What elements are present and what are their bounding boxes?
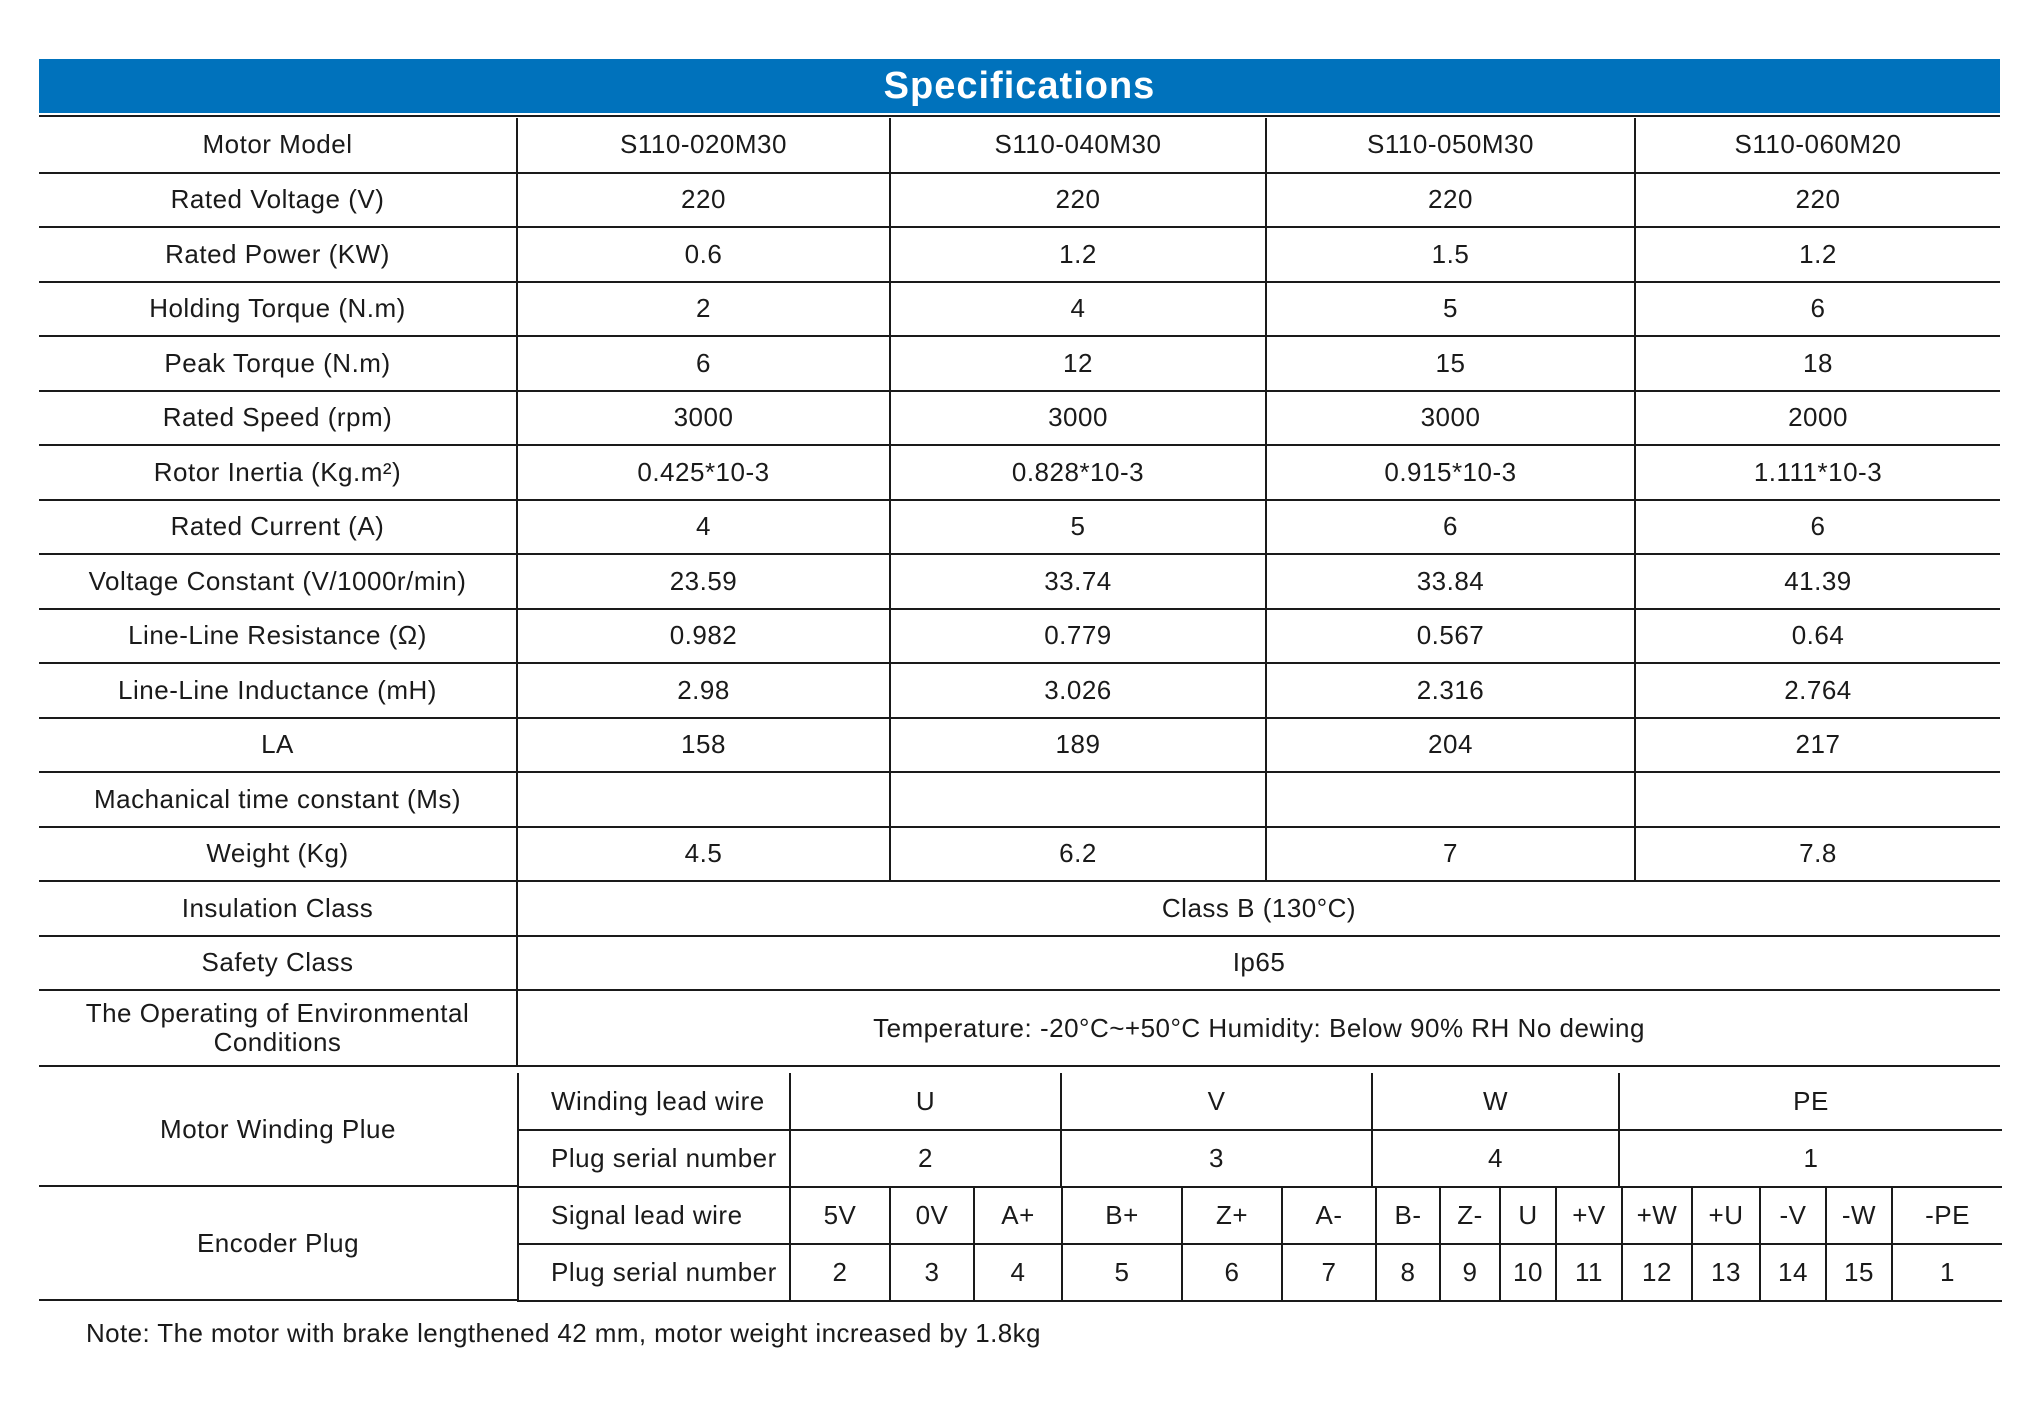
encoder-lead-cell: +V — [1556, 1187, 1622, 1244]
encoder-lead-cell: Z- — [1440, 1187, 1500, 1244]
spec-value-cell: S110-040M30 — [890, 118, 1266, 173]
spec-value-cell: 1.2 — [890, 227, 1266, 282]
spec-row — [39, 500, 2000, 555]
spec-row — [39, 718, 2000, 773]
encoder-serial-cell: 3 — [890, 1244, 974, 1301]
spec-row — [39, 827, 2000, 882]
spec-value-cell: 3000 — [517, 391, 890, 446]
encoder-lead-cell: Z+ — [1182, 1187, 1282, 1244]
spec-value-cell: 1.111*10-3 — [1635, 445, 2000, 500]
spec-row-label: The Operating of Environmental Conditions — [39, 990, 517, 1066]
spec-value-cell: S110-020M30 — [517, 118, 890, 173]
winding-lead-cell: U — [790, 1073, 1061, 1130]
encoder-lead-cell: -PE — [1892, 1187, 2002, 1244]
encoder-serial-cell: 5 — [1062, 1244, 1182, 1301]
spec-value-cell: 0.828*10-3 — [890, 445, 1266, 500]
encoder-serial-row — [519, 1244, 2002, 1301]
winding-serial-cell: 1 — [1619, 1130, 2002, 1187]
encoder-lead-header: Signal lead wire — [519, 1187, 790, 1244]
encoder-lead-cell: -V — [1760, 1187, 1826, 1244]
spec-value-cell — [1635, 772, 2000, 827]
encoder-serial-header: Plug serial number — [519, 1244, 790, 1301]
spec-value-cell: 3000 — [890, 391, 1266, 446]
spec-row-label: Safety Class — [39, 936, 517, 991]
spec-value-cell: 12 — [890, 336, 1266, 391]
spec-value-cell: 2.764 — [1635, 663, 2000, 718]
winding-lead-cell: V — [1061, 1073, 1372, 1130]
spec-value-cell: 4 — [517, 500, 890, 555]
page-title: Specifications — [883, 64, 1156, 107]
spec-row-label: Machanical time constant (Ms) — [39, 772, 517, 827]
encoder-serial-cell: 11 — [1556, 1244, 1622, 1301]
spec-merged-value: Ip65 — [517, 936, 2000, 991]
encoder-serial-cell: 10 — [1500, 1244, 1556, 1301]
spec-row-label: Peak Torque (N.m) — [39, 336, 517, 391]
spec-row — [39, 336, 2000, 391]
spec-value-cell — [890, 772, 1266, 827]
spec-value-cell: 6.2 — [890, 827, 1266, 882]
encoder-serial-cell: 8 — [1376, 1244, 1440, 1301]
spec-value-cell: 7 — [1266, 827, 1635, 882]
encoder-lead-cell: 0V — [890, 1187, 974, 1244]
spec-row — [39, 663, 2000, 718]
encoder-serial-cell: 6 — [1182, 1244, 1282, 1301]
spec-row-label: Rated Voltage (V) — [39, 173, 517, 228]
encoder-serial-cell: 13 — [1692, 1244, 1760, 1301]
spec-value-cell: S110-060M20 — [1635, 118, 2000, 173]
spec-value-cell: 3000 — [1266, 391, 1635, 446]
motor-winding-label: Motor Winding Plue — [39, 1073, 517, 1187]
spec-value-cell: 41.39 — [1635, 554, 2000, 609]
spec-value-cell: 0.425*10-3 — [517, 445, 890, 500]
spec-value-cell: 0.64 — [1635, 609, 2000, 664]
spec-row-label: Holding Torque (N.m) — [39, 282, 517, 337]
spec-value-cell: 7.8 — [1635, 827, 2000, 882]
title-divider — [39, 115, 2000, 117]
winding-lead-header: Winding lead wire — [519, 1073, 790, 1130]
spec-row-label: LA — [39, 718, 517, 773]
spec-value-cell — [1266, 772, 1635, 827]
spec-row-label: Weight (Kg) — [39, 827, 517, 882]
spec-value-cell: 33.84 — [1266, 554, 1635, 609]
encoder-plug-label: Encoder Plug — [39, 1187, 517, 1301]
winding-serial-cell: 3 — [1061, 1130, 1372, 1187]
spec-row-label: Voltage Constant (V/1000r/min) — [39, 554, 517, 609]
encoder-lead-cell: -W — [1826, 1187, 1892, 1244]
spec-value-cell — [517, 772, 890, 827]
connector-section — [39, 1073, 2000, 1301]
encoder-lead-cell: +U — [1692, 1187, 1760, 1244]
spec-row — [39, 173, 2000, 228]
spec-value-cell: 0.567 — [1266, 609, 1635, 664]
spec-value-cell: 18 — [1635, 336, 2000, 391]
encoder-serial-cell: 7 — [1282, 1244, 1376, 1301]
spec-value-cell: 5 — [1266, 282, 1635, 337]
spec-row-label: Rated Speed (rpm) — [39, 391, 517, 446]
encoder-serial-cell: 15 — [1826, 1244, 1892, 1301]
spec-value-cell: 4.5 — [517, 827, 890, 882]
winding-lead-cell: PE — [1619, 1073, 2002, 1130]
spec-merged-value: Temperature: -20°C~+50°C Humidity: Below 90% RH No dewing — [517, 990, 2000, 1066]
spec-merged-row — [39, 936, 2000, 991]
spec-row — [39, 282, 2000, 337]
spec-value-cell: 6 — [1635, 500, 2000, 555]
spec-value-cell: 0.982 — [517, 609, 890, 664]
encoder-lead-cell: 5V — [790, 1187, 890, 1244]
spec-value-cell: 220 — [890, 173, 1266, 228]
spec-merged-row — [39, 881, 2000, 936]
spec-row-label: Line-Line Inductance (mH) — [39, 663, 517, 718]
spec-value-cell: 2 — [517, 282, 890, 337]
spec-value-cell: 220 — [517, 173, 890, 228]
spec-row — [39, 118, 2000, 173]
spec-value-cell: 217 — [1635, 718, 2000, 773]
encoder-serial-cell: 12 — [1622, 1244, 1692, 1301]
spec-value-cell: S110-050M30 — [1266, 118, 1635, 173]
spec-value-cell: 4 — [890, 282, 1266, 337]
encoder-lead-cell: A- — [1282, 1187, 1376, 1244]
spec-value-cell: 6 — [1266, 500, 1635, 555]
spec-value-cell: 23.59 — [517, 554, 890, 609]
motor-winding-table-wrap — [517, 1073, 2000, 1188]
encoder-lead-cell: +W — [1622, 1187, 1692, 1244]
spec-row-label: Rotor Inertia (Kg.m²) — [39, 445, 517, 500]
spec-value-cell: 1.2 — [1635, 227, 2000, 282]
winding-serial-cell: 2 — [790, 1130, 1061, 1187]
encoder-serial-cell: 4 — [974, 1244, 1062, 1301]
spec-row — [39, 554, 2000, 609]
spec-value-cell: 15 — [1266, 336, 1635, 391]
encoder-lead-cell: B- — [1376, 1187, 1440, 1244]
spec-row — [39, 227, 2000, 282]
spec-value-cell: 0.915*10-3 — [1266, 445, 1635, 500]
spec-value-cell: 0.779 — [890, 609, 1266, 664]
encoder-serial-cell: 9 — [1440, 1244, 1500, 1301]
spec-value-cell: 33.74 — [890, 554, 1266, 609]
encoder-lead-cell: A+ — [974, 1187, 1062, 1244]
winding-serial-cell: 4 — [1372, 1130, 1619, 1187]
encoder-lead-cell: U — [1500, 1187, 1556, 1244]
winding-lead-row — [519, 1073, 2002, 1130]
spec-value-cell: 3.026 — [890, 663, 1266, 718]
encoder-serial-cell: 1 — [1892, 1244, 2002, 1301]
spec-row-label: Insulation Class — [39, 881, 517, 936]
spec-merged-value: Class B (130°C) — [517, 881, 2000, 936]
spec-value-cell: 6 — [1635, 282, 2000, 337]
spec-value-cell: 220 — [1635, 173, 2000, 228]
specifications-table-body — [39, 118, 2000, 1066]
winding-serial-row — [519, 1130, 2002, 1187]
spec-value-cell: 2.98 — [517, 663, 890, 718]
encoder-serial-cell: 14 — [1760, 1244, 1826, 1301]
encoder-lead-cell: B+ — [1062, 1187, 1182, 1244]
spec-value-cell: 1.5 — [1266, 227, 1635, 282]
footnote: Note: The motor with brake lengthened 42 mm, motor weight increased by 1.8kg — [86, 1318, 1041, 1348]
specifications-title-banner — [39, 59, 2000, 113]
spec-row-label: Motor Model — [39, 118, 517, 173]
encoder-plug-table — [519, 1187, 2002, 1302]
spec-value-cell: 0.6 — [517, 227, 890, 282]
spec-row — [39, 445, 2000, 500]
spec-row-label: Rated Power (KW) — [39, 227, 517, 282]
spec-row-label: Rated Current (A) — [39, 500, 517, 555]
spec-value-cell: 158 — [517, 718, 890, 773]
spec-row — [39, 772, 2000, 827]
spec-value-cell: 6 — [517, 336, 890, 391]
specifications-table — [39, 118, 2000, 1067]
spec-value-cell: 5 — [890, 500, 1266, 555]
encoder-table-wrap — [517, 1187, 2000, 1302]
spec-row-label: Line-Line Resistance (Ω) — [39, 609, 517, 664]
spec-row — [39, 609, 2000, 664]
spec-value-cell: 2.316 — [1266, 663, 1635, 718]
spec-value-cell: 2000 — [1635, 391, 2000, 446]
encoder-lead-row — [519, 1187, 2002, 1244]
spec-row — [39, 391, 2000, 446]
spec-value-cell: 204 — [1266, 718, 1635, 773]
spec-value-cell: 189 — [890, 718, 1266, 773]
encoder-serial-cell: 2 — [790, 1244, 890, 1301]
winding-lead-cell: W — [1372, 1073, 1619, 1130]
spec-merged-row — [39, 990, 2000, 1066]
winding-serial-header: Plug serial number — [519, 1130, 790, 1187]
spec-value-cell: 220 — [1266, 173, 1635, 228]
motor-winding-table — [519, 1073, 2002, 1188]
